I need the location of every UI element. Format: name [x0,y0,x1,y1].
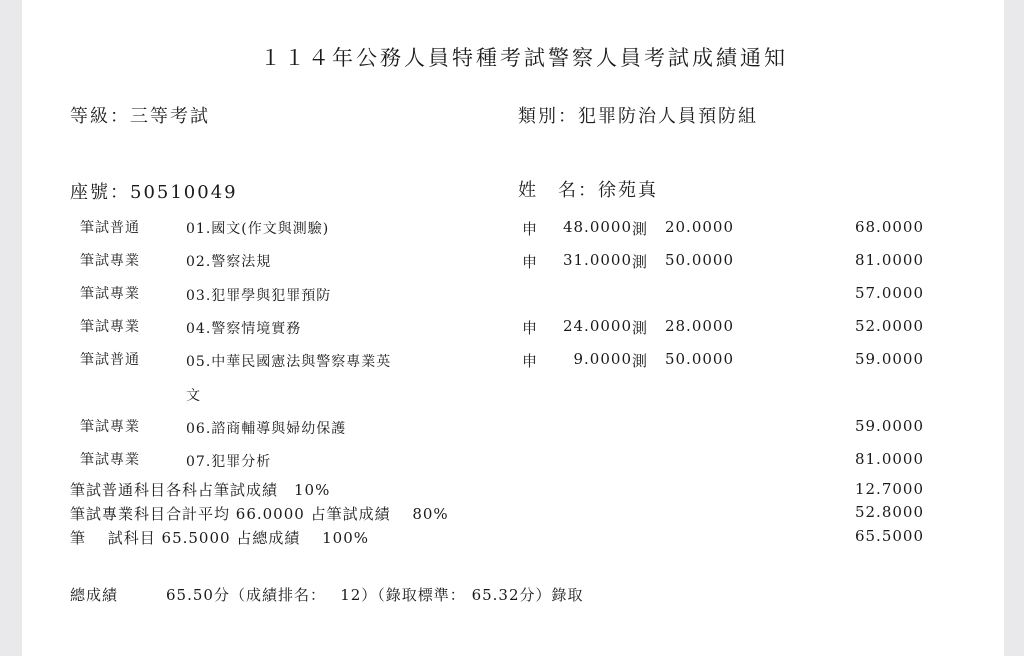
test-label: 測 [632,220,649,238]
summary-written-value: 65.5000 [854,527,924,545]
test-score: 50.0000 [664,251,734,269]
subject-score: 59.0000 [854,417,924,435]
subject-name: 05.中華民國憲法與警察專業英 [186,354,392,370]
subject-score: 81.0000 [854,450,924,468]
subject-score: 59.0000 [854,350,924,368]
subject-name: 06.諮商輔導與婦幼保護 [186,421,347,437]
essay-score: 24.0000 [562,317,632,335]
shen-mark: 申 [522,352,539,370]
essay-score: 48.0000 [562,218,632,236]
summary-written-label: 筆 試科目 65.5000 占總成績 100% [70,529,369,547]
subject-name: 07.犯罪分析 [186,454,272,470]
exam-category: 類別：犯罪防治人員預防組 [518,106,758,127]
test-label: 測 [632,253,649,271]
subject-type: 筆試普通 [80,220,140,236]
candidate-name: 姓 名：徐苑真 [518,180,658,201]
subject-type: 筆試專業 [80,319,140,335]
notice-title: １１４年公務人員特種考試警察人員考試成績通知 [260,46,788,70]
subject-name: 01.國文(作文與測驗) [186,221,330,237]
test-score: 28.0000 [664,317,734,335]
subject-type: 筆試專業 [80,419,140,435]
subject-type: 筆試專業 [80,286,140,302]
subject-name-continued: 文 [186,388,201,404]
summary-professional-label: 筆試專業科目合計平均 66.0000 占筆試成績 80% [70,505,449,523]
subject-score: 57.0000 [854,284,924,302]
shen-mark: 申 [522,253,539,271]
score-notice-sheet [22,0,1004,656]
test-score: 20.0000 [664,218,734,236]
summary-professional-value: 52.8000 [854,503,924,521]
subject-name: 02.警察法規 [186,254,272,270]
shen-mark: 申 [522,220,539,238]
test-score: 50.0000 [664,350,734,368]
subject-name: 03.犯罪學與犯罪預防 [186,288,332,304]
essay-score: 9.0000 [573,350,632,368]
subject-score: 68.0000 [854,218,924,236]
subject-type: 筆試普通 [80,352,140,368]
seat-number: 座號：50510049 [70,182,238,203]
subject-name: 04.警察情境實務 [186,321,302,337]
test-label: 測 [632,352,649,370]
summary-general-value: 12.7000 [854,480,924,498]
subject-score: 52.0000 [854,317,924,335]
essay-score: 31.0000 [562,251,632,269]
summary-general-label: 筆試普通科目各科占筆試成績 10% [70,481,331,499]
test-label: 測 [632,319,649,337]
subject-type: 筆試專業 [80,253,140,269]
exam-level: 等級：三等考試 [70,106,210,127]
subject-type: 筆試專業 [80,452,140,468]
shen-mark: 申 [522,319,539,337]
subject-score: 81.0000 [854,251,924,269]
total-score-line: 總成績 65.50分（成績排名： 12）（錄取標準： 65.32分）錄取 [70,586,584,604]
